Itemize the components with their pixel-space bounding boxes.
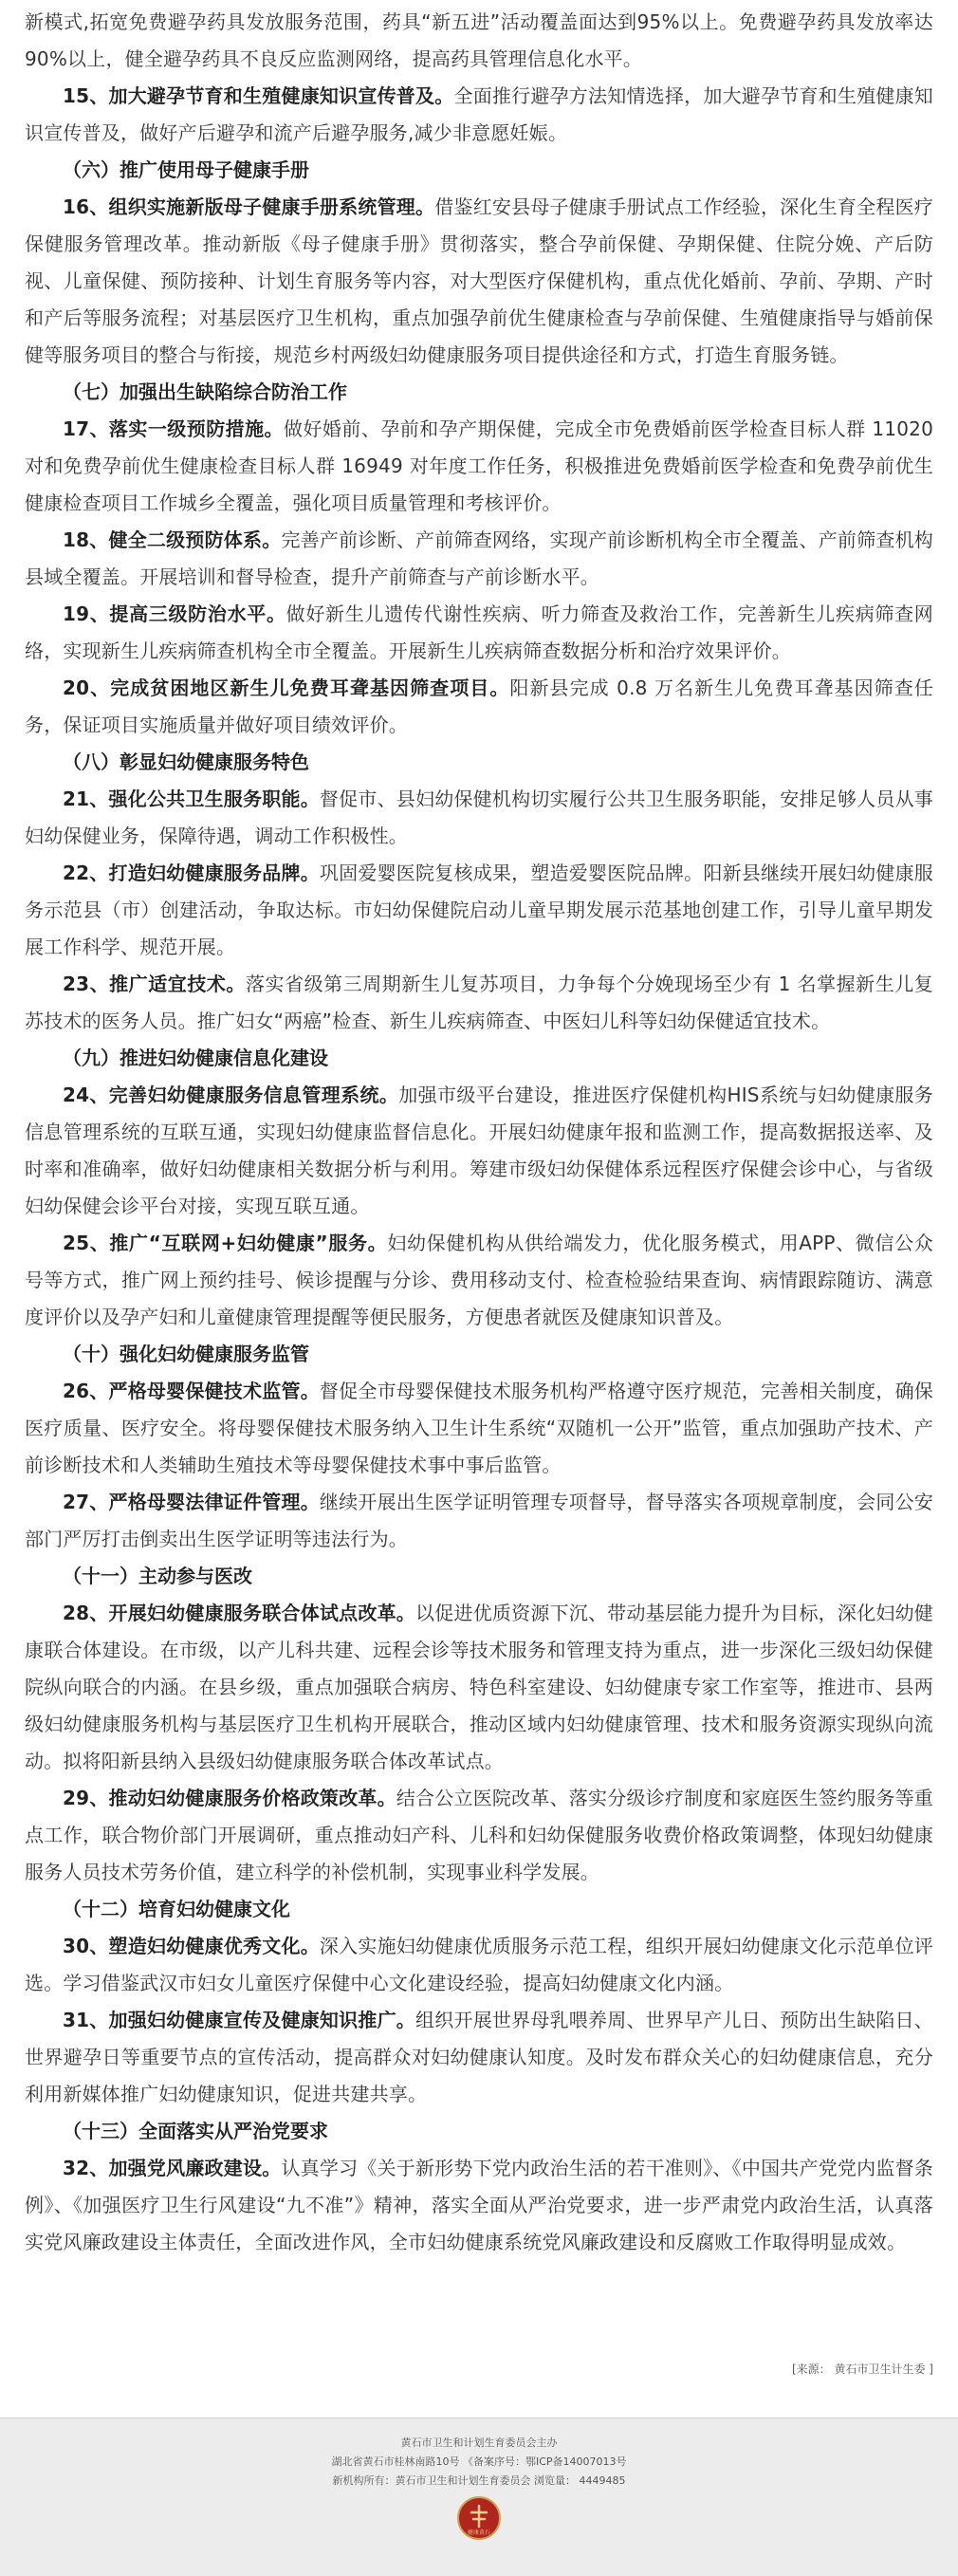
article-paragraph [25,1077,933,1225]
paragraph-text: 借鉴红安县母子健康手册试点工作经验，深化生育全程医疗保健服务管理改革。推动新版《母子健康手册》贯彻落实，整合孕前保健、孕期保健、住院分娩、产后防视、儿童保健、预防接种、计划生育服务等内容，对大型医疗保健机构，重点优化婚前、孕前、孕期、产时和产后等服务流程；对基层医疗卫生机构，重点加强孕前优生健康检查与孕前保健、生殖健康指导与婚前保健等服务项目的整合与衔接，规范乡村两级妇幼健康服务项目提供途径和方式，打造生育服务链。 [25,195,933,366]
article-paragraph [25,1484,933,1558]
paragraph-text: 巩固爱婴医院复核成果，塑造爱婴医院品牌。阳新县继续开展妇幼健康服务示范县（市）创建活动，争取达标。市妇幼保健院启动儿童早期发展示范基地创建工作，引导儿童早期发展工作科学、规范开展。 [25,862,933,958]
article-paragraph [25,855,933,966]
article-paragraph [25,2002,933,2113]
paragraph-lead: 21、强化公共卫生服务职能。 [63,788,320,810]
paragraph-lead: 27、严格母婴法律证件管理。 [63,1491,320,1513]
paragraph-text: 完善产前诊断、产前筛查网络，实现产前诊断机构全市全覆盖、产前筛查机构县域全覆盖。开展培训和督导检查，提升产前筛查与产前诊断水平。 [25,528,933,588]
section-heading: （九）推进妇幼健康信息化建设 [63,1047,328,1069]
paragraph-text: 督促全市母婴保健技术服务机构严格遵守医疗规范，完善相关制度，确保医疗质量、医疗安全。将母婴保健技术服务纳入卫生计生系统“双随机一公开”监管，重点加强助产技术、产前诊断技术和人类辅助生殖技术等母婴保健技术事中事后监管。 [25,1380,933,1476]
section-heading: （十三）全面落实从严治党要求 [63,2120,328,2142]
paragraph-lead: 29、推动妇幼健康服务价格政策改革。 [63,1787,396,1809]
footer-copyright-views: 新机构所有：黄石市卫生和计划生育委员会 浏览量： 4449485 [332,2474,626,2487]
paragraph-lead: 20、完成贫困地区新生儿免费耳聋基因筛查项目。 [63,676,510,699]
article-paragraph [25,596,933,670]
section-heading: （十一）主动参与医改 [63,1565,252,1587]
paragraph-lead: 24、完善妇幼健康服务信息管理系统。 [63,1084,399,1106]
footer-logo-text: 健康黄石 [467,2530,491,2536]
paragraph-text: 加强市级平台建设，推进医疗保健机构HIS系统与妇幼健康服务信息管理系统的互联互通，实现妇幼健康监督信息化。开展妇幼健康年报和监测工作，提高数据报送率、及时率和准确率，做好妇幼健康相关数据分析与利用。筹建市级妇幼保健体系远程医疗保健会诊中心，与省级妇幼保健会诊平台对接，实现互联互通。 [25,1084,933,1217]
paragraph-lead: 31、加强妇幼健康宣传及健康知识推广。 [63,2009,416,2031]
paragraph-lead: 32、加强党风廉政建设。 [63,2157,282,2179]
paragraph-text: 落实省级第三周期新生儿复苏项目，力争每个分娩现场至少有 1 名掌握新生儿复苏技术的医务人员。推广妇女“两癌”检查、新生儿疾病筛查、中医妇儿科等妇幼保健适宜技术。 [25,973,933,1032]
paragraph-text: 以促进优质资源下沉、带动基层能力提升为目标，深化妇幼健康联合体建设。在市级，以产儿科共建、远程会诊等技术服务和管理支持为重点，进一步深化三级妇幼保健院纵向联合的内涵。在县乡级，重点加强联合病房、特色科室建设、妇幼健康专家工作室等，推进市、县两级妇幼健康服务机构与基层医疗卫生机构开展联合，推动区域内妇幼健康管理、技术和服务资源实现纵向流动。拟将阳新县纳入县级妇幼健康服务联合体改革试点。 [25,1602,933,1772]
paragraph-lead: 22、打造妇幼健康服务品牌。 [63,862,320,884]
article-paragraph [25,411,933,522]
article-paragraph [25,522,933,596]
paragraph-lead: 25、推广“互联网+妇幼健康”服务。 [63,1232,388,1254]
article-paragraph [25,1225,933,1336]
section-heading: （十二）培育妇幼健康文化 [63,1898,290,1920]
paragraph-lead: 18、健全二级预防体系。 [63,528,282,551]
footer-address-icp: 湖北省黄石市桂林南路10号 《备案序号：鄂ICP备14007013号 [331,2456,627,2468]
paragraph-lead: 28、开展妇幼健康服务联合体试点改革。 [63,1602,416,1624]
article-paragraph [25,4,933,78]
paragraph-lead: 30、塑造妇幼健康优秀文化。 [63,1935,320,1957]
paragraph-text: 督促市、县妇幼保健机构切实履行公共卫生服务职能，安排足够人员从事妇幼保健业务，保障待遇，调动工作积极性。 [25,788,933,847]
paragraph-text: 深入实施妇幼健康优质服务示范工程，组织开展妇幼健康文化示范单位评选。学习借鉴武汉市妇女儿童医疗保健中心文化建设经验，提高妇幼健康文化内涵。 [25,1935,933,1994]
section-heading: （十）强化妇幼健康服务监管 [63,1343,309,1365]
paragraph-lead: 16、组织实施新版母子健康手册系统管理。 [63,195,435,218]
footer-organizer: 黄石市卫生和计划生育委员会主办 [400,2437,558,2449]
site-footer [0,2418,958,2576]
paragraph-lead: 23、推广适宜技术。 [63,973,246,995]
paragraph-text: 组织开展世界母乳喂养周、世界早产儿日、预防出生缺陷日、世界避孕日等重要节点的宣传活动，提高群众对妇幼健康认知度。及时发布群众关心的妇幼健康信息，充分利用新媒体推广妇幼健康知识，促进共建共享。 [25,2009,933,2105]
paragraph-text: 阳新县完成 0.8 万名新生儿免费耳聋基因筛查任务，保证项目实施质量并做好项目绩效评价。 [25,676,933,736]
article-paragraph [25,189,933,374]
article-paragraph [25,966,933,1040]
article-paragraph [25,1595,933,1780]
article-paragraph [25,670,933,744]
article-paragraph [25,1780,933,1891]
article-body [25,4,933,2261]
paragraph-text: 继续开展出生医学证明管理专项督导，督导落实各项规章制度，会同公安部门严厉打击倒卖出生医学证明等违法行为。 [25,1491,933,1550]
paragraph-lead: 17、落实一级预防措施。 [63,417,285,440]
section-heading: （七）加强出生缺陷综合防治工作 [63,380,347,403]
paragraph-lead: 26、严格母婴保健技术监管。 [63,1380,320,1402]
article-paragraph [25,1928,933,2002]
paragraph-text: 做好新生儿遗传代谢性疾病、听力筛查及救治工作，完善新生儿疾病筛查网络，实现新生儿疾病筛查机构全市全覆盖。开展新生儿疾病筛查数据分析和治疗效果评价。 [25,602,933,662]
paragraph-text: 结合公立医院改革、落实分级诊疗制度和家庭医生签约服务等重点工作，联合物价部门开展调研，重点推动妇产科、儿科和妇幼保健服务收费价格政策调整，体现妇幼健康服务人员技术劳务价值，建立科学的补偿机制，实现事业科学发展。 [25,1787,933,1883]
paragraph-text: 认真学习《关于新形势下党内政治生活的若干准则》、《中国共产党党内监督条例》、《加强医疗卫生行风建设“九不准”》精神，落实全面从严治党要求，进一步严肃党内政治生活，认真落实党风廉政建设主体责任，全面改进作风，全市妇幼健康系统党风廉政建设和反腐败工作取得明显成效。 [25,2157,933,2253]
paragraph-lead: 19、提高三级防治水平。 [63,602,286,625]
article-paragraph [25,1373,933,1484]
paragraph-text: 新模式,拓宽免费避孕药具发放服务范围，药具“新五进”活动覆盖面达到95%以上。免费避孕药具发放率达90%以上，健全避孕药具不良反应监测网络，提高药具管理信息化水平。 [25,10,933,70]
paragraph-lead: 15、加大避孕节育和生殖健康知识宣传普及。 [63,84,454,107]
paragraph-text: 妇幼保健机构从供给端发力，优化服务模式，用APP、微信公众号等方式，推广网上预约挂号、候诊提醒与分诊、费用移动支付、检查检验结果查询、病情跟踪随访、满意度评价以及孕产妇和儿童健康管理提醒等便民服务，方便患者就医及健康知识普及。 [25,1232,933,1328]
paragraph-text: 全面推行避孕方法知情选择，加大避孕节育和生殖健康知识宣传普及，做好产后避孕和流产后避孕服务,减少非意愿妊娠。 [25,84,933,144]
section-heading: （六）推广使用母子健康手册 [63,158,309,181]
hospital-emblem-icon [457,2496,501,2540]
article-source: [来源： 黄石市卫生计生委 ] [792,2363,933,2376]
article-paragraph [25,781,933,855]
section-heading: （八）彰显妇幼健康服务特色 [63,751,309,773]
article-paragraph [25,78,933,152]
paragraph-text: 做好婚前、孕前和孕产期保健，完成全市免费婚前医学检查目标人群 11020 对和免费孕前优生健康检查目标人群 16949 对年度工作任务，积极推进免费婚前医学检查和免费孕前优生健康检查项目工作城乡全覆盖，强化项目质量管理和考核评价。 [25,417,934,514]
article-paragraph [25,2150,933,2261]
